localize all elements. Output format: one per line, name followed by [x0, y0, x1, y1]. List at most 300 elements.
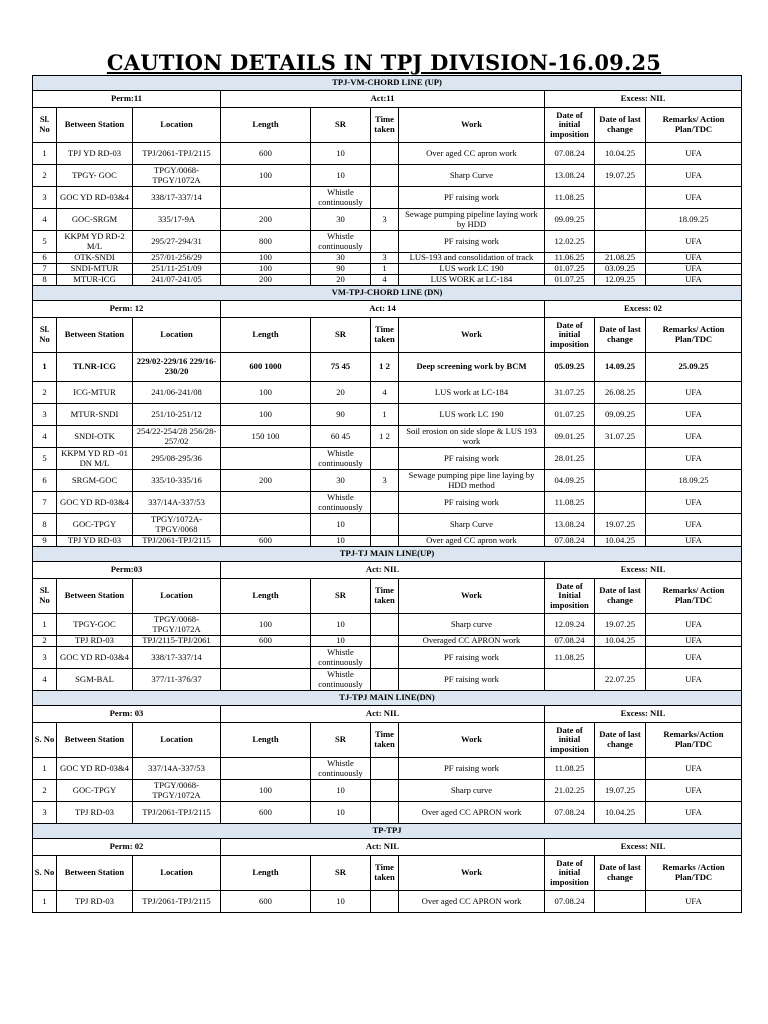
cell-initial: 07.08.24 — [545, 802, 595, 824]
cell-initial: 09.01.25 — [545, 426, 595, 448]
cell-length: 800 — [221, 231, 311, 253]
header-date-last: Date of last change — [595, 318, 646, 353]
cell-remarks: UFA — [646, 614, 742, 636]
header-sl-no: Sl. No — [33, 579, 57, 614]
cell-work: Over aged CC APRON work — [399, 802, 545, 824]
cell-remarks: UFA — [646, 536, 742, 547]
table-row — [33, 647, 742, 669]
cell-length: 200 — [221, 275, 311, 286]
cell-length: 150 100 — [221, 426, 311, 448]
cell-sr: Whistle continuously — [311, 669, 371, 691]
header-work: Work — [399, 856, 545, 891]
cell-location: TPJ/2061-TPJ/2115 — [133, 802, 221, 824]
cell-sl: 2 — [33, 636, 57, 647]
header-time-taken: Time taken — [371, 856, 399, 891]
cell-sr: 20 — [311, 382, 371, 404]
cell-length: 100 — [221, 614, 311, 636]
cell-length: 100 — [221, 382, 311, 404]
excess-count: Excess: 02 — [545, 301, 742, 318]
excess-count: Excess: NIL — [545, 706, 742, 723]
cell-last: 10.04.25 — [595, 802, 646, 824]
cell-between: TPJ YD RD-03 — [57, 536, 133, 547]
perm-count: Perm: 02 — [33, 839, 221, 856]
table-row — [33, 404, 742, 426]
cell-sl: 3 — [33, 404, 57, 426]
cell-length: 100 — [221, 253, 311, 264]
table-row — [33, 514, 742, 536]
cell-sl: 1 — [33, 758, 57, 780]
cell-length: 600 — [221, 802, 311, 824]
cell-time — [371, 143, 399, 165]
cell-time: 3 — [371, 253, 399, 264]
cell-length: 600 — [221, 636, 311, 647]
table-row — [33, 187, 742, 209]
cell-sl: 2 — [33, 165, 57, 187]
cell-remarks: UFA — [646, 636, 742, 647]
cell-location: 338/17-337/14 — [133, 187, 221, 209]
table-row — [33, 353, 742, 382]
cell-location: TPJ/2061-TPJ/2115 — [133, 143, 221, 165]
header-location: Location — [133, 108, 221, 143]
cell-between: SGM-BAL — [57, 669, 133, 691]
cell-location: 229/02-229/16 229/16-230/20 — [133, 353, 221, 382]
cell-location: 335/10-335/16 — [133, 470, 221, 492]
cell-remarks: UFA — [646, 187, 742, 209]
cell-between: SNDI-OTK — [57, 426, 133, 448]
table-row — [33, 758, 742, 780]
header-sr: SR — [311, 579, 371, 614]
cell-sl: 1 — [33, 143, 57, 165]
cell-sr: Whistle continuously — [311, 448, 371, 470]
cell-last: 03.09.25 — [595, 264, 646, 275]
table-row — [33, 614, 742, 636]
cell-location: 257/01-256/29 — [133, 253, 221, 264]
header-remarks: Remarks/ Action Plan/TDC — [646, 318, 742, 353]
header-between-station: Between Station — [57, 318, 133, 353]
header-date-last: Date of last change — [595, 723, 646, 758]
cell-last: 10.04.25 — [595, 143, 646, 165]
cell-length: 100 — [221, 264, 311, 275]
cell-last: 26.08.25 — [595, 382, 646, 404]
cell-initial: 07.08.24 — [545, 636, 595, 647]
cell-time — [371, 891, 399, 913]
cell-between: SNDI-MTUR — [57, 264, 133, 275]
table-row — [33, 143, 742, 165]
header-date-last: Date of last change — [595, 579, 646, 614]
cell-sr: Whistle continuously — [311, 231, 371, 253]
cell-last: 14.09.25 — [595, 353, 646, 382]
cell-sl: 4 — [33, 426, 57, 448]
header-work: Work — [399, 108, 545, 143]
cell-location: TPGY/0068-TPGY/1072A — [133, 780, 221, 802]
cell-location: 241/06-241/08 — [133, 382, 221, 404]
act-count: Act: NIL — [221, 562, 545, 579]
cell-location: 377/11-376/37 — [133, 669, 221, 691]
cell-sl: 8 — [33, 275, 57, 286]
cell-remarks: 25.09.25 — [646, 353, 742, 382]
section-title: TJ-TPJ MAIN LINE(DN) — [33, 691, 742, 706]
header-location: Location — [133, 723, 221, 758]
cell-sr: 10 — [311, 891, 371, 913]
header-time-taken: Time taken — [371, 318, 399, 353]
cell-work: PF raising work — [399, 448, 545, 470]
cell-sl: 7 — [33, 264, 57, 275]
cell-location: 337/14A-337/53 — [133, 492, 221, 514]
cell-sr: 10 — [311, 802, 371, 824]
header-date-initial: Date of initial imposition — [545, 108, 595, 143]
cell-location: 251/10-251/12 — [133, 404, 221, 426]
cell-initial: 13.08.24 — [545, 514, 595, 536]
cell-between: GOC YD RD-03&4 — [57, 492, 133, 514]
cell-between: MTUR-ICG — [57, 275, 133, 286]
cell-work: PF raising work — [399, 647, 545, 669]
cell-work: Sharp curve — [399, 614, 545, 636]
cell-sr: Whistle continuously — [311, 758, 371, 780]
cell-work: Sewage pumping pipeline laying work by HDD — [399, 209, 545, 231]
cell-remarks: UFA — [646, 891, 742, 913]
cell-time — [371, 758, 399, 780]
table-row — [33, 231, 742, 253]
header-time-taken: Time taken — [371, 723, 399, 758]
cell-time — [371, 492, 399, 514]
cell-initial — [545, 669, 595, 691]
cell-time — [371, 514, 399, 536]
header-between-station: Between Station — [57, 108, 133, 143]
perm-count: Perm:11 — [33, 91, 221, 108]
cell-remarks: UFA — [646, 275, 742, 286]
cell-sl: 9 — [33, 536, 57, 547]
cell-sr: Whistle continuously — [311, 492, 371, 514]
header-sr: SR — [311, 856, 371, 891]
table-row — [33, 780, 742, 802]
cell-last: 19.07.25 — [595, 780, 646, 802]
cell-work: PF raising work — [399, 231, 545, 253]
header-between-station: Between Station — [57, 856, 133, 891]
cell-time — [371, 636, 399, 647]
cell-last — [595, 647, 646, 669]
header-date-last: Date of last change — [595, 856, 646, 891]
cell-location: 295/27-294/31 — [133, 231, 221, 253]
cell-between: GOC YD RD-03&4 — [57, 647, 133, 669]
cell-location: 335/17-9A — [133, 209, 221, 231]
cell-remarks: UFA — [646, 514, 742, 536]
cell-location: 251/11-251/09 — [133, 264, 221, 275]
header-between-station: Between Station — [57, 723, 133, 758]
cell-time — [371, 536, 399, 547]
cell-sr: 10 — [311, 165, 371, 187]
cell-time: 1 — [371, 404, 399, 426]
cell-sl: 2 — [33, 382, 57, 404]
cell-time: 4 — [371, 382, 399, 404]
cell-initial: 01.07.25 — [545, 264, 595, 275]
cell-initial: 12.02.25 — [545, 231, 595, 253]
cell-work: LUS work LC 190 — [399, 264, 545, 275]
cell-remarks: 18.09.25 — [646, 470, 742, 492]
table-row — [33, 669, 742, 691]
cell-between: TPGY-GOC — [57, 614, 133, 636]
cell-initial: 01.07.25 — [545, 404, 595, 426]
cell-work: Overaged CC APRON work — [399, 636, 545, 647]
cell-work: PF raising work — [399, 187, 545, 209]
table-row — [33, 165, 742, 187]
table-row — [33, 253, 742, 264]
cell-initial: 11.08.25 — [545, 647, 595, 669]
table-row — [33, 802, 742, 824]
cell-time — [371, 669, 399, 691]
header-sr: SR — [311, 108, 371, 143]
cell-sr: Whistle continuously — [311, 647, 371, 669]
cell-time: 1 2 — [371, 353, 399, 382]
cell-length — [221, 758, 311, 780]
cell-time: 3 — [371, 209, 399, 231]
header-location: Location — [133, 856, 221, 891]
cell-remarks: UFA — [646, 404, 742, 426]
cell-sr: 90 — [311, 264, 371, 275]
header-date-initial: Date of Initial imposition — [545, 579, 595, 614]
cell-initial: 09.09.25 — [545, 209, 595, 231]
cell-sr: 10 — [311, 143, 371, 165]
cell-work: Sharp Curve — [399, 514, 545, 536]
cell-between: GOC YD RD-03&4 — [57, 758, 133, 780]
cell-sr: Whistle continuously — [311, 187, 371, 209]
cell-time: 4 — [371, 275, 399, 286]
cell-initial: 11.08.25 — [545, 187, 595, 209]
cell-between: KKPM YD RD-2 M/L — [57, 231, 133, 253]
cell-time — [371, 614, 399, 636]
header-work: Work — [399, 318, 545, 353]
cell-sr: 30 — [311, 470, 371, 492]
excess-count: Excess: NIL — [545, 839, 742, 856]
cell-work: LUS-193 and consolidation of track — [399, 253, 545, 264]
cell-between: TPJ RD-03 — [57, 891, 133, 913]
cell-last — [595, 231, 646, 253]
cell-time: 1 2 — [371, 426, 399, 448]
perm-count: Perm:03 — [33, 562, 221, 579]
cell-work: PF raising work — [399, 758, 545, 780]
cell-work: Sharp Curve — [399, 165, 545, 187]
table-row — [33, 448, 742, 470]
cell-sr: 10 — [311, 614, 371, 636]
header-length: Length — [221, 318, 311, 353]
cell-length: 100 — [221, 165, 311, 187]
cell-sr: 10 — [311, 536, 371, 547]
act-count: Act:11 — [221, 91, 545, 108]
cell-work: Soil erosion on side slope & LUS 193 work — [399, 426, 545, 448]
cell-between: MTUR-SNDI — [57, 404, 133, 426]
header-remarks: Remarks/ Action Plan/TDC — [646, 579, 742, 614]
section-title: TPJ-VM-CHORD LINE (UP) — [33, 76, 742, 91]
cell-sl: 1 — [33, 891, 57, 913]
cell-initial: 07.08.24 — [545, 891, 595, 913]
cell-last: 21.08.25 — [595, 253, 646, 264]
cell-time: 1 — [371, 264, 399, 275]
header-work: Work — [399, 579, 545, 614]
caution-table-body — [33, 76, 742, 913]
excess-count: Excess: NIL — [545, 562, 742, 579]
cell-work: LUS WORK at LC-184 — [399, 275, 545, 286]
header-date-initial: Date of initial imposition — [545, 856, 595, 891]
cell-last — [595, 492, 646, 514]
cell-length — [221, 187, 311, 209]
table-row — [33, 382, 742, 404]
cell-initial: 11.06.25 — [545, 253, 595, 264]
cell-between: ICG-MTUR — [57, 382, 133, 404]
cell-initial: 04.09.25 — [545, 470, 595, 492]
cell-initial: 13.08.24 — [545, 165, 595, 187]
cell-between: OTK-SNDI — [57, 253, 133, 264]
cell-work: Sewage pumping pipe line laying by HDD method — [399, 470, 545, 492]
excess-count: Excess: NIL — [545, 91, 742, 108]
cell-between: TPGY- GOC — [57, 165, 133, 187]
header-length: Length — [221, 579, 311, 614]
cell-last — [595, 891, 646, 913]
cell-remarks: UFA — [646, 165, 742, 187]
header-location: Location — [133, 318, 221, 353]
cell-work: PF raising work — [399, 492, 545, 514]
cell-initial: 07.08.24 — [545, 143, 595, 165]
cell-remarks: UFA — [646, 382, 742, 404]
cell-sl: 5 — [33, 448, 57, 470]
cell-location: TPGY/0068-TPGY/1072A — [133, 165, 221, 187]
cell-last: 12.09.25 — [595, 275, 646, 286]
cell-between: KKPM YD RD -01 DN M/L — [57, 448, 133, 470]
cell-last — [595, 209, 646, 231]
cell-location: TPGY/1072A-TPGY/0068 — [133, 514, 221, 536]
cell-last — [595, 758, 646, 780]
cell-sl: 8 — [33, 514, 57, 536]
cell-work: LUS work LC 190 — [399, 404, 545, 426]
cell-sl: 6 — [33, 253, 57, 264]
table-row — [33, 891, 742, 913]
cell-sr: 10 — [311, 780, 371, 802]
cell-location: 254/22-254/28 256/28-257/02 — [133, 426, 221, 448]
cell-remarks: UFA — [646, 669, 742, 691]
header-sl-no: S. No — [33, 856, 57, 891]
cell-length: 600 1000 — [221, 353, 311, 382]
cell-remarks: UFA — [646, 231, 742, 253]
cell-sr: 20 — [311, 275, 371, 286]
header-length: Length — [221, 108, 311, 143]
cell-length: 600 — [221, 536, 311, 547]
cell-last — [595, 470, 646, 492]
cell-initial: 11.08.25 — [545, 492, 595, 514]
cell-between: GOC-SRGM — [57, 209, 133, 231]
header-sl-no: Sl. No — [33, 318, 57, 353]
cell-sl: 6 — [33, 470, 57, 492]
header-length: Length — [221, 723, 311, 758]
page-title: CAUTION DETAILS IN TPJ DIVISION-16.09.25 — [106, 50, 662, 75]
cell-sl: 3 — [33, 187, 57, 209]
cell-sr: 30 — [311, 209, 371, 231]
caution-table — [32, 75, 742, 913]
cell-last — [595, 448, 646, 470]
cell-sl: 1 — [33, 353, 57, 382]
cell-sl: 3 — [33, 647, 57, 669]
cell-time: 3 — [371, 470, 399, 492]
cell-last: 19.07.25 — [595, 614, 646, 636]
cell-location: TPJ/2061-TPJ/2115 — [133, 891, 221, 913]
table-row — [33, 209, 742, 231]
cell-length: 100 — [221, 404, 311, 426]
cell-between: TPJ RD-03 — [57, 802, 133, 824]
cell-location: TPGY/0068-TPGY/1072A — [133, 614, 221, 636]
cell-remarks: UFA — [646, 647, 742, 669]
table-row — [33, 470, 742, 492]
header-sl-no: Sl. No — [33, 108, 57, 143]
cell-initial: 21.02.25 — [545, 780, 595, 802]
cell-between: SRGM-GOC — [57, 470, 133, 492]
header-sl-no: S. No — [33, 723, 57, 758]
cell-length: 600 — [221, 891, 311, 913]
header-date-initial: Date of initial imposition — [545, 318, 595, 353]
cell-time — [371, 231, 399, 253]
cell-remarks: UFA — [646, 448, 742, 470]
section-title: VM-TPJ-CHORD LINE (DN) — [33, 286, 742, 301]
table-row — [33, 275, 742, 286]
cell-work: Over aged CC APRON work — [399, 891, 545, 913]
cell-location: 241/07-241/05 — [133, 275, 221, 286]
cell-remarks: UFA — [646, 780, 742, 802]
cell-work: Deep screening work by BCM — [399, 353, 545, 382]
cell-sl: 5 — [33, 231, 57, 253]
section-title: TP-TPJ — [33, 824, 742, 839]
header-sr: SR — [311, 318, 371, 353]
table-row — [33, 536, 742, 547]
cell-length — [221, 448, 311, 470]
header-remarks: Remarks/Action Plan/TDC — [646, 723, 742, 758]
cell-between: TLNR-ICG — [57, 353, 133, 382]
cell-length — [221, 647, 311, 669]
table-row — [33, 264, 742, 275]
cell-location: TPJ/2061-TPJ/2115 — [133, 536, 221, 547]
cell-remarks: 18.09.25 — [646, 209, 742, 231]
cell-remarks: UFA — [646, 492, 742, 514]
cell-location: 338/17-337/14 — [133, 647, 221, 669]
cell-between: GOC-TPGY — [57, 780, 133, 802]
cell-length — [221, 669, 311, 691]
cell-sr: 10 — [311, 514, 371, 536]
cell-length: 200 — [221, 470, 311, 492]
cell-length: 600 — [221, 143, 311, 165]
cell-initial: 07.08.24 — [545, 536, 595, 547]
cell-location: 295/08-295/36 — [133, 448, 221, 470]
cell-length — [221, 492, 311, 514]
header-date-last: Date of last change — [595, 108, 646, 143]
cell-time — [371, 448, 399, 470]
cell-sl: 4 — [33, 669, 57, 691]
cell-work: Over aged CC apron work — [399, 536, 545, 547]
cell-initial: 28.01.25 — [545, 448, 595, 470]
header-sr: SR — [311, 723, 371, 758]
cell-sl: 3 — [33, 802, 57, 824]
header-remarks: Remarks/ Action Plan/TDC — [646, 108, 742, 143]
cell-length: 100 — [221, 780, 311, 802]
table-row — [33, 636, 742, 647]
table-row — [33, 426, 742, 448]
cell-last: 22.07.25 — [595, 669, 646, 691]
cell-last: 19.07.25 — [595, 514, 646, 536]
cell-time — [371, 187, 399, 209]
perm-count: Perm: 03 — [33, 706, 221, 723]
cell-between: GOC YD RD-03&4 — [57, 187, 133, 209]
cell-location: 337/14A-337/53 — [133, 758, 221, 780]
cell-last: 10.04.25 — [595, 536, 646, 547]
cell-remarks: UFA — [646, 264, 742, 275]
cell-work: Over aged CC apron work — [399, 143, 545, 165]
cell-time — [371, 780, 399, 802]
cell-sr: 60 45 — [311, 426, 371, 448]
cell-between: GOC-TPGY — [57, 514, 133, 536]
